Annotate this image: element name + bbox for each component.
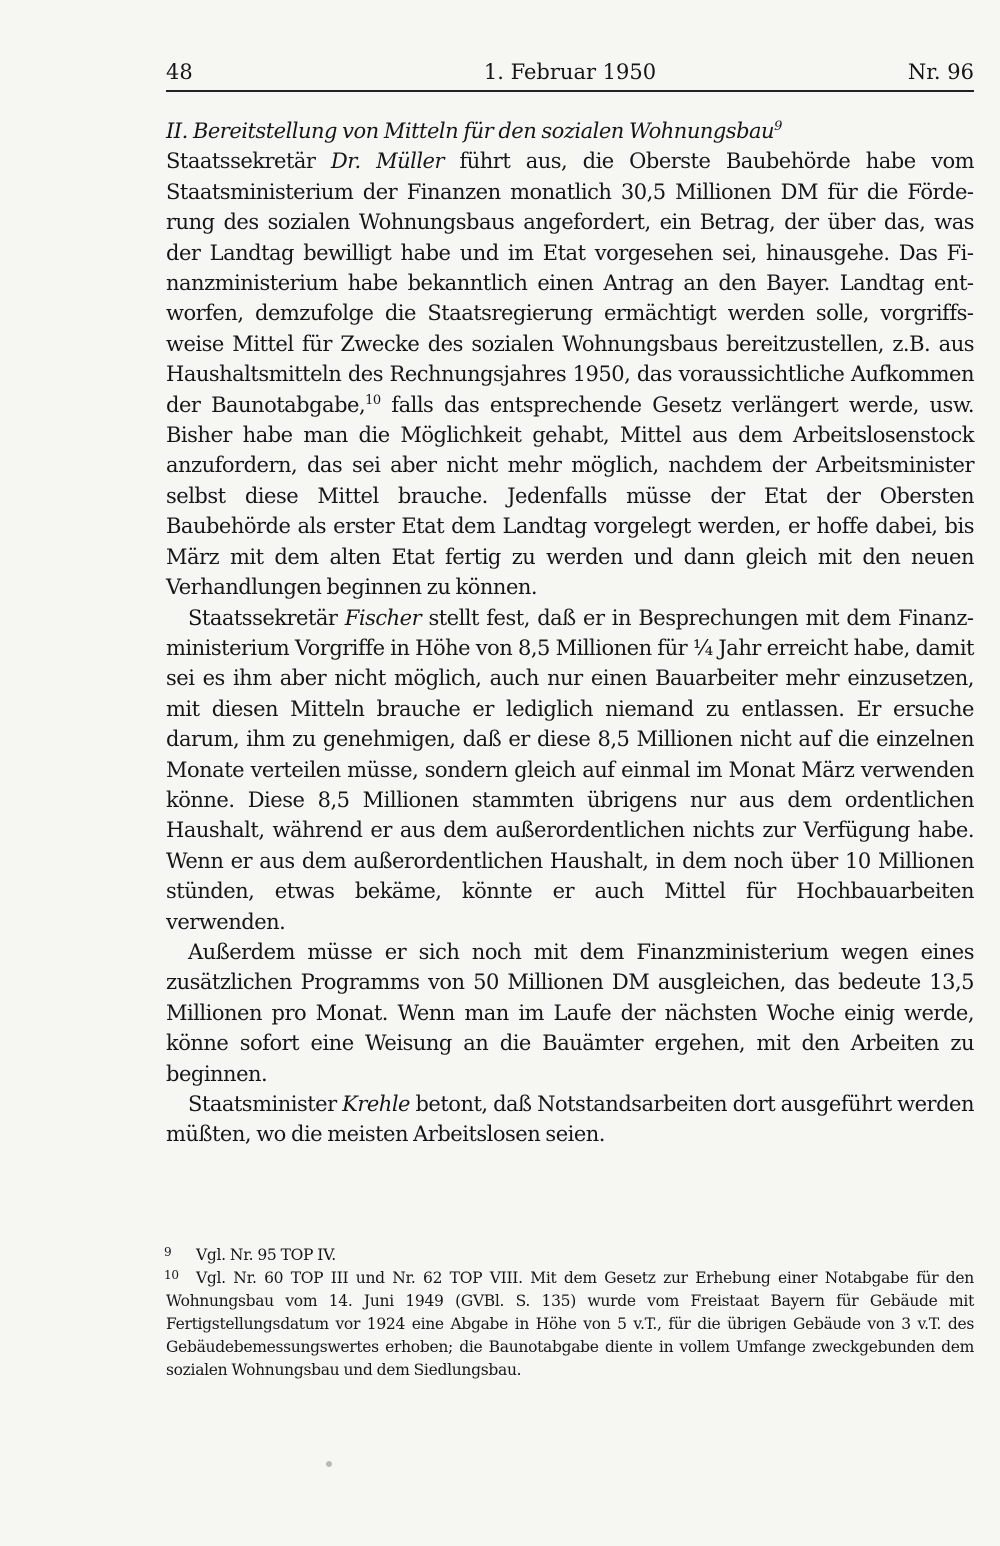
paragraph-text: Außerdem müsse er sich noch mit dem Finanzministerium wegen eines zusätzlichen Programms von 50 Millionen DM ausgleichen, das bedeute 13,5 Millionen pro Monat. Wenn man im Laufe der nächsten Woche einig werde, könne sofort eine Weisung an die Bauämter ergehen, mit den Arbeiten zu beginnen.: [166, 939, 974, 1086]
speaker-name: Fischer: [344, 605, 422, 630]
paragraph-ausserdem: [166, 937, 974, 1089]
issue-number: Nr. 96: [907, 60, 974, 84]
speaker-name: Dr. Müller: [330, 149, 445, 174]
speaker-role: Staatssekretär: [188, 605, 345, 630]
paragraph-fischer: [166, 603, 974, 937]
speaker-role: Staatssekretär: [166, 149, 331, 174]
body-text: [166, 116, 974, 1150]
speaker-name: Krehle: [342, 1092, 410, 1116]
footnotes: [166, 1244, 974, 1382]
paragraph-text: betont, daß Notstandsarbeiten dort ausgeführt werden müßten, wo die meisten Arbeitslosen seien.: [166, 1092, 974, 1147]
speaker-role: Staatsminister: [188, 1092, 343, 1116]
section-title-text: II. Bereitstellung von Mitteln für den sozialen Wohnungsbau: [166, 119, 775, 143]
paragraph-text: stellt fest, daß er in Besprechungen mit dem Finanzministerium Vorgriffe in Höhe von 8,5 Millionen für ¼ Jahr erreicht habe, damit sei es ihm aber nicht möglich, auch nur einen Bauarbeiter mehr einzusetzen, mit diesen Mitteln brauche er lediglich niemand zu entlassen. Er ersuche darum, ihm zu genehmigen, daß er diese 8,5 Millionen nicht auf die einzelnen Monate verteilen müsse, sondern gleich auf einmal im Monat März verwenden könne. Diese 8,5 Millionen stammten übrigens nur aus dem ordentlichen Haushalt, während er aus dem außerordentlichen nichts zur Verfügung habe. Wenn er aus dem außerordentlichen Haushalt, in dem noch über 10 Millionen stünden, etwas bekäme, könnte er auch Mittel für Hochbauarbeiten verwenden.: [166, 605, 974, 934]
paragraph-krehle: [166, 1089, 974, 1150]
footnote-number: 10: [164, 1268, 179, 1282]
paragraph-mueller: [166, 146, 974, 602]
footnote-9: [166, 1244, 974, 1267]
page-number: 48: [166, 60, 193, 84]
footnote-10: [166, 1267, 974, 1382]
paragraph-text: führt aus, die Oberste Baubehörde habe vom Staatsministerium der Finanzen monatlich 30,5 Millionen DM für die Förderung des sozialen Wohnungsbaus angefordert, ein Betrag, der über das, was der Landtag bewilligt habe und im Etat vorgesehen sei, hinausgehe. Das Finanzministerium habe bekanntlich einen Antrag an den Bayer. Landtag entworfen, demzufolge die Staatsregierung ermächtigt werden solle, vorgriffsweise Mittel für Zwecke des sozialen Wohnungsbaus bereitzustellen, z.B. aus Haushaltsmitteln des Rechnungsjahres 1950, das voraussichtliche Aufkommen der Baunotabgabe,: [166, 149, 974, 417]
paragraph-text-continued: falls das entsprechende Gesetz verlängert werde, usw. Bisher habe man die Möglichkeit gehabt, Mittel aus dem Arbeitslosenstock anzufordern, das sei aber nicht mehr möglich, nachdem der Arbeitsminister selbst diese Mittel brauche. Jedenfalls müsse der Etat der Obersten Baubehörde als erster Etat dem Landtag vorgelegt werden, er hoffe dabei, bis März mit dem alten Etat fertig zu werden und dann gleich mit den neuen Verhandlungen beginnen zu können.: [166, 392, 974, 600]
footnote-text: Vgl. Nr. 95 TOP IV.: [196, 1246, 336, 1264]
footnote-text: [166, 1267, 974, 1382]
footnote-ref-10: 10: [365, 392, 381, 408]
header-date: 1. Februar 1950: [483, 60, 657, 84]
footnote-ref-9: 9: [774, 119, 782, 134]
running-header: [166, 58, 974, 92]
page-speck: [326, 1461, 332, 1467]
footnote-number: 9: [164, 1245, 172, 1259]
section-title: [166, 116, 974, 146]
footnote-text-content: Vgl. Nr. 60 TOP III und Nr. 62 TOP VIII. Mit dem Gesetz zur Erhebung einer Notabgabe für den Wohnungsbau vom 14. Juni 1949 (GVBl. S. 135) wurde vom Freistaat Bayern für Gebäude mit Fertigstellungsdatum vor 1924 eine Abgabe in Höhe von 5 v.T., für die übrigen Gebäude von 3 v.T. des Gebäudebemessungswertes erhoben; die Baunotabgabe diente in vollem Umfange zweckgebunden dem sozialen Wohnungsbau und dem Siedlungsbau.: [166, 1269, 974, 1379]
